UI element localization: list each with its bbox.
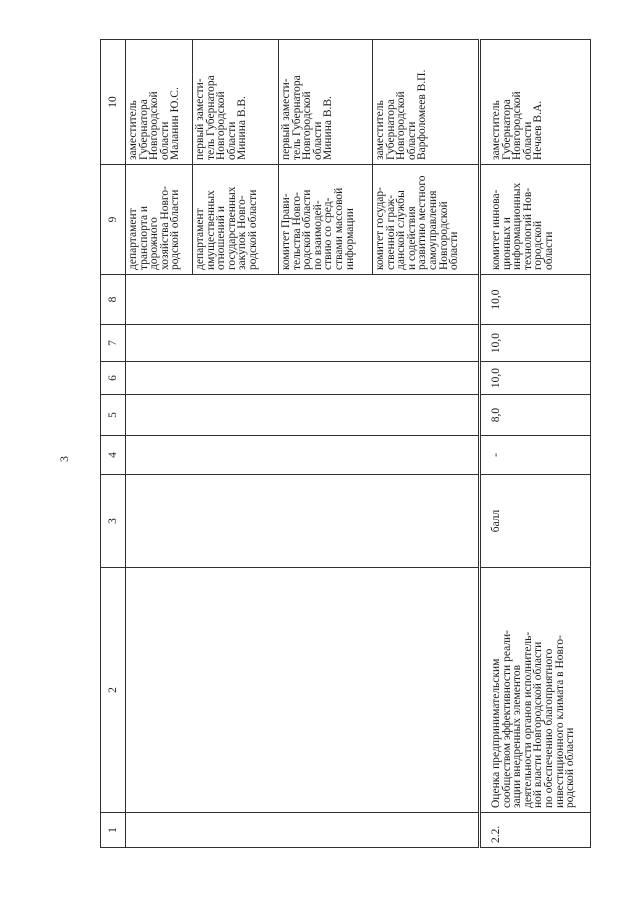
department-cell: комитет иннова- ционных и информационных технологий Нов- городской области	[480, 165, 591, 275]
indicator-name-cell: Оценка предпринимательским сообществом эффективности реали- зации внедренных элементов деятельности органов исполнитель- ной власти Новгородской области по обеспечению благоприятного инвестиционного климата в Новго- родской области	[480, 568, 591, 813]
column-number-8: 8	[101, 275, 126, 325]
empty-cell-col-7	[126, 325, 480, 362]
page-number: 3	[57, 456, 71, 462]
indicators-table	[100, 39, 591, 848]
value-cell-col-4: -	[480, 436, 591, 475]
value-cell-col-5: 8,0	[480, 395, 591, 436]
column-number-5: 5	[101, 395, 126, 436]
value-cell-col-8: 10,0	[480, 275, 591, 325]
column-number-row	[101, 40, 126, 848]
column-number-1: 1	[101, 813, 126, 848]
department-cell: департамент имущественных отношений и государственных закупок Новго- родской области	[193, 165, 279, 275]
responsible-cell: заместитель Губернатора Новгородской области Варфоломеев В.П.	[373, 40, 480, 165]
unit-cell: балл	[480, 475, 591, 568]
column-number-3: 3	[101, 475, 126, 568]
table-row	[126, 40, 193, 848]
department-cell: комитет Прави- тельства Новго- родской области по взаимодей- ствию со сред- ствами массовой информации	[279, 165, 373, 275]
department-cell: департамент транспорта и дорожного хозяйства Новго- родской области	[126, 165, 193, 275]
department-cell: комитет государ- ственной граж- данской службы и содействия развитию местного самоуправления Новгородской области	[373, 165, 480, 275]
empty-cell-col-4	[126, 436, 480, 475]
responsible-cell: заместитель Губернатора Новгородской области Нечаев В.А.	[480, 40, 591, 165]
responsible-cell: первый замести- тель Губернатора Новгородской области Минина В.В.	[193, 40, 279, 165]
column-number-9: 9	[101, 165, 126, 275]
column-number-4: 4	[101, 436, 126, 475]
empty-cell-col-5	[126, 395, 480, 436]
empty-cell-col-3	[126, 475, 480, 568]
value-cell-col-6: 10,0	[480, 362, 591, 395]
empty-cell-col-2	[126, 568, 480, 813]
responsible-cell: первый замести- тель Губернатора Новгородской области Минина В.В.	[279, 40, 373, 165]
column-number-10: 10	[101, 40, 126, 165]
item-number-cell: 2.2.	[480, 813, 591, 848]
value-cell-col-7: 10,0	[480, 325, 591, 362]
column-number-6: 6	[101, 362, 126, 395]
responsible-cell: заместитель Губернатора Новгородской области Маланин Ю.С.	[126, 40, 193, 165]
column-number-2: 2	[101, 568, 126, 813]
empty-cell-col-6	[126, 362, 480, 395]
empty-cell-col-1	[126, 813, 480, 848]
empty-cell-col-8	[126, 275, 480, 325]
column-number-7: 7	[101, 325, 126, 362]
table-row-2-2	[480, 40, 591, 848]
